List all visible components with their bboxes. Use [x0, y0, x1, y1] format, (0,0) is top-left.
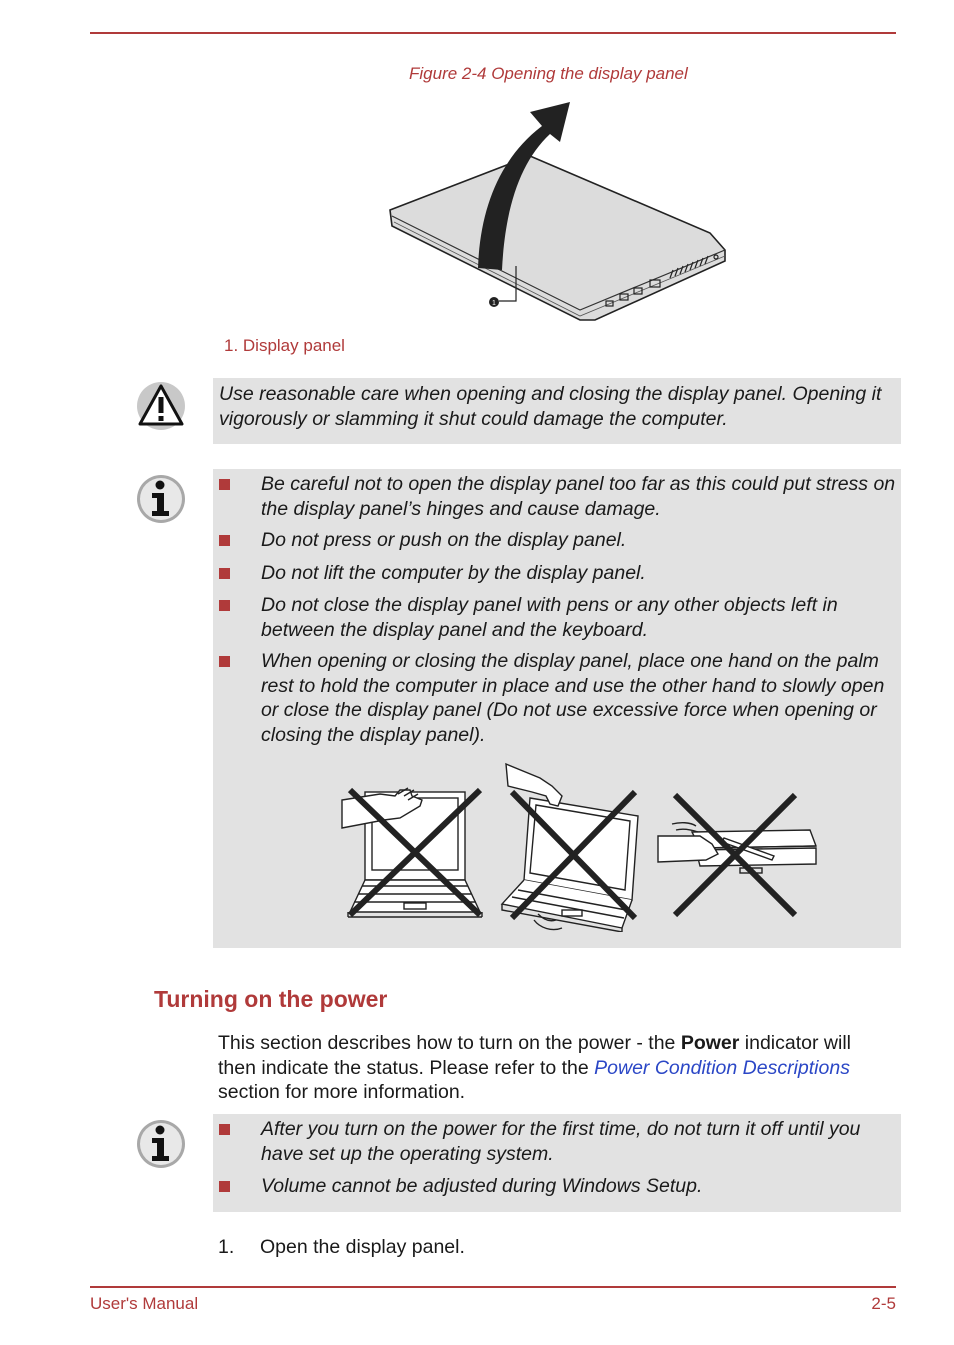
- warning-triangle-icon: [135, 380, 187, 432]
- info-box-power: [213, 1114, 901, 1212]
- list-item: After you turn on the power for the first time, do not turn it off until you have set up the operating system.: [213, 1117, 901, 1166]
- power-indicator-term: Power: [680, 1032, 740, 1054]
- figure-legend: 1. Display panel: [224, 336, 345, 355]
- top-rule: [90, 32, 896, 34]
- callout-number: 1: [492, 300, 496, 307]
- footer-page-number: 2-5: [871, 1294, 896, 1313]
- list-item: When opening or closing the display panel, place one hand on the palm rest to hold the computer in place and use the other hand to slowly open or close the display panel (Do not use excessive force when opening or closing the display panel).: [213, 649, 901, 747]
- info-icon: [135, 1118, 187, 1170]
- bullet-square-icon: [219, 479, 230, 490]
- improper-handling-illustrations: [340, 760, 820, 932]
- power-condition-link[interactable]: Power Condition Descriptions: [594, 1056, 850, 1079]
- bullet-square-icon: [219, 656, 230, 667]
- list-item: Do not close the display panel with pens or any other objects left in between the display panel and the keyboard.: [213, 593, 901, 642]
- list-item: Volume cannot be adjusted during Windows Setup.: [213, 1174, 901, 1199]
- closing-with-pen-illustration: [658, 823, 816, 873]
- bullet-square-icon: [219, 600, 230, 611]
- figure-caption: Figure 2-4 Opening the display panel: [409, 64, 688, 83]
- list-item: Be careful not to open the display panel too far as this could put stress on the display panel’s hinges and cause damage.: [213, 472, 901, 521]
- bullet-square-icon: [219, 1124, 230, 1135]
- bullet-square-icon: [219, 535, 230, 546]
- caution-box: [213, 378, 901, 444]
- list-item: Do not press or push on the display panel.: [213, 528, 901, 553]
- caution-text: Use reasonable care when opening and closing the display panel. Opening it vigorously or slamming it shut could damage the computer.: [219, 383, 882, 430]
- step-item: 1. Open the display panel.: [218, 1236, 465, 1258]
- bottom-rule: [90, 1286, 896, 1288]
- section-heading: Turning on the power: [154, 986, 388, 1012]
- section-paragraph: This section describes how to turn on the power - the Power indicator will then indicate the status. Please refer to the Power Condition Descriptions section for more information.: [218, 1032, 851, 1104]
- list-item: Do not lift the computer by the display panel.: [213, 561, 901, 586]
- footer-left: User's Manual: [90, 1294, 199, 1313]
- info-icon: [135, 473, 187, 525]
- laptop-opening-illustration: [380, 98, 732, 324]
- bullet-square-icon: [219, 568, 230, 579]
- bullet-square-icon: [219, 1181, 230, 1192]
